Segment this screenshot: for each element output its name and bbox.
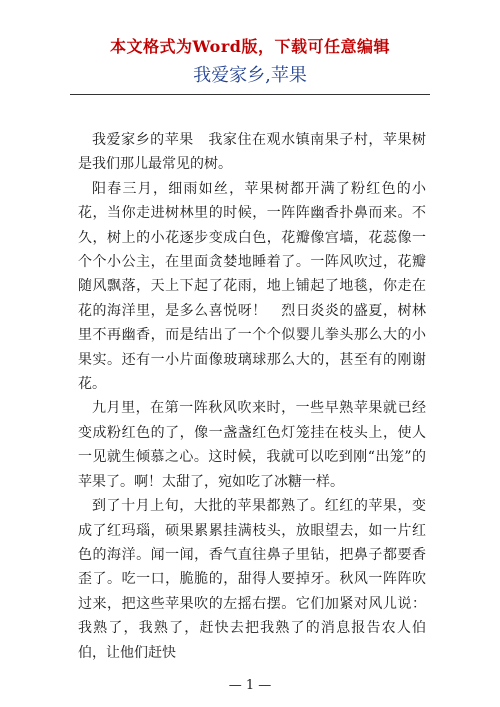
paragraph-october: 到了十月上旬，大批的苹果都熟了。红红的苹果，变成了红玛瑙，硕果累累挂满枝头，放眼望去，如一片红色的海洋。闻一闻，香气直往鼻子里钻，把鼻子都要香歪了。吃一口，脆脆的，甜得人要掉牙。秋风一阵阵吹过来，把这些苹果吹的左摇右摆。它们加紧对风儿说：我熟了，我熟了，赶快去把我熟了的消息报告农人伯伯，让他们赶快 bbox=[78, 498, 426, 661]
title-divider bbox=[70, 94, 430, 95]
article-body bbox=[78, 128, 426, 665]
editable-notice-banner: 本文格式为Word版，下载可任意编辑 bbox=[110, 37, 390, 56]
paragraph-spring-summer: 阳春三月，细雨如丝，苹果树都开满了粉红色的小花，当你走进树林里的时候，一阵阵幽香扑鼻而来。不久，树上的小花逐步变成白色，花瓣像宫墙，花蕊像一个个小公主，在里面贪婪地睡着了。一阵风吹过，花瓣随风飘落，天上下起了花雨，地上铺起了地毯，你走在花的海洋里，是多么喜悦呀！ 烈日炎炎的盛夏，树林里不再幽香，而是结出了一个个似婴儿拳头那么大的小果实。还有一小片面像玻璃球那么大的，甚至有的刚谢花。 bbox=[78, 180, 426, 393]
document-title: 我爱家乡,苹果 bbox=[193, 65, 307, 86]
paragraph-september: 九月里，在第一阵秋风吹来时，一些早熟苹果就已经变成粉红色的了，像一盏盏红色灯笼挂在枝头上，使人一见就生倾慕之心。这时候，我就可以吃到刚“出笼”的苹果了。啊！太甜了，宛如吃了冰糖一样。 bbox=[78, 400, 426, 490]
page-number: — 1 — bbox=[228, 678, 272, 693]
paragraph-intro: 我爱家乡的苹果 我家住在观水镇南果子村，苹果树是我们那儿最常见的树。 bbox=[78, 132, 426, 173]
